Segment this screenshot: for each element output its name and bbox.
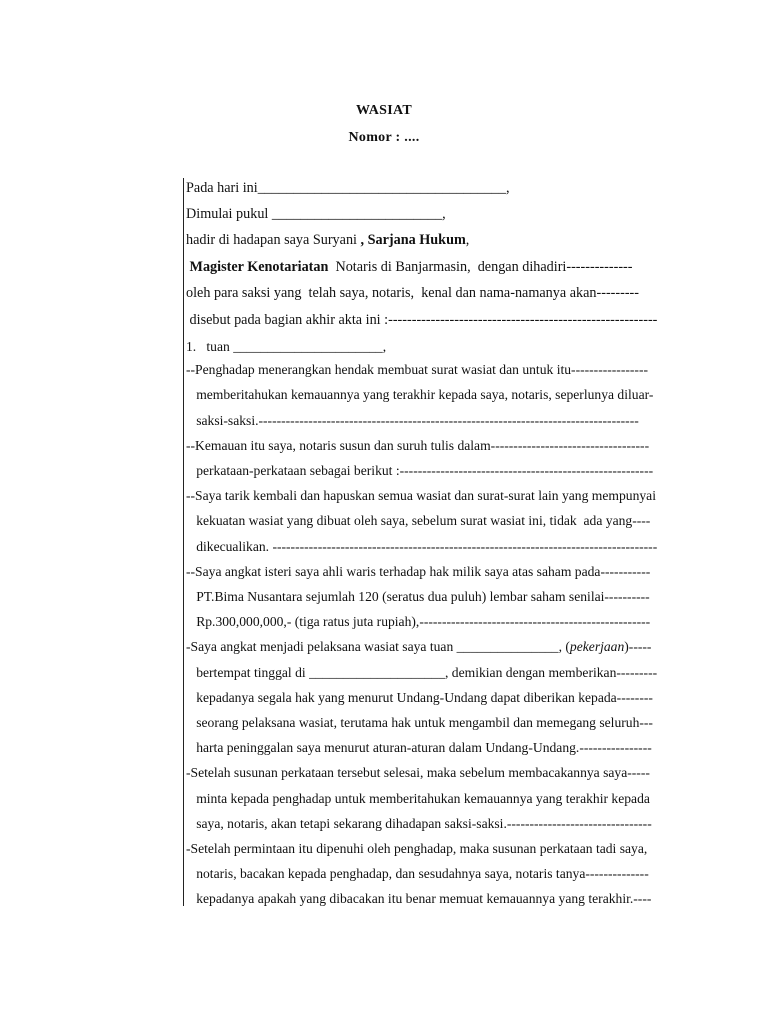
line-mentioned: disebut pada bagian akhir akta ini :--------------------------------------------------------- [186,312,658,328]
body-line: saya, notaris, akan tetapi sekarang dihadapan saksi-saksi.-------------------------------- [186,816,652,831]
body-line-executor [186,638,651,656]
body-line: dikecualikan. ------------------------------------------------------------------------------------- [186,539,658,554]
body-line: memberitahukan kemauannya yang terakhir kepada saya, notaris, seperlunya diluar- [186,387,654,402]
body-line: -Setelah susunan perkataan tersebut selesai, maka sebelum membacakannya saya----- [186,765,650,780]
italic-text: pekerjaan [569,639,625,654]
bold-text: , Sarjana Hukum [360,232,466,248]
line-date: Pada hari ini___________________________________, [186,180,510,196]
text-span: -Saya angkat menjadi pelaksana wasiat saya tuan _______________, ( [186,639,570,654]
body-line: --Kemauan itu saya, notaris susun dan suruh tulis dalam----------------------------------- [186,438,650,453]
body-line: perkataan-perkataan sebagai berikut :-------------------------------------------------------- [186,463,654,478]
line-notary-name [186,231,469,249]
body-line: notaris, bacakan kepada penghadap, dan sesudahnya saya, notaris tanya-------------- [186,866,649,881]
body-line: kekuatan wasiat yang dibuat oleh saya, sebelum surat wasiat ini, tidak ada yang---- [186,513,651,528]
body-line: --Saya tarik kembali dan hapuskan semua wasiat dan surat-surat lain yang mempunyai [186,488,656,503]
line-time: Dimulai pukul ________________________, [186,206,446,222]
body-line: kepadanya apakah yang dibacakan itu benar memuat kemauannya yang terakhir.---- [186,891,652,906]
line-notary-title [186,258,633,276]
line-witnesses: oleh para saksi yang telah saya, notaris, kenal dan nama-namanya akan--------- [186,285,640,301]
body-line: --Penghadap menerangkan hendak membuat surat wasiat dan untuk itu----------------- [186,362,648,377]
document-number: Nomor : .... [348,130,420,145]
text-span: hadir di hadapan saya Suryani [186,232,361,248]
text-span: Notaris di Banjarmasin, dengan dihadiri-------------- [328,259,633,275]
bold-text: Magister Kenotariatan [186,259,329,275]
document-title: WASIAT [355,103,412,118]
text-span: , [465,232,470,248]
body-line: harta peninggalan saya menurut aturan-aturan dalam Undang-Undang.---------------- [186,740,652,755]
body-line: Rp.300,000,000,- (tiga ratus juta rupiah),--------------------------------------------------- [186,614,651,629]
body-line: saksi-saksi.------------------------------------------------------------------------------------ [186,413,639,428]
body-line: seorang pelaksana wasiat, terutama hak untuk mengambil dan memegang seluruh--- [186,715,653,730]
body-line: PT.Bima Nusantara sejumlah 120 (seratus dua puluh) lembar saham senilai---------- [186,589,650,604]
body-line: kepadanya segala hak yang menurut Undang-Undang dapat diberikan kepada-------- [186,690,653,705]
body-line: bertempat tinggal di ____________________, demikian dengan memberikan--------- [186,665,658,680]
left-margin-rule [183,178,184,906]
line-party-1: 1. tuan ______________________, [186,339,387,354]
body-line: --Saya angkat isteri saya ahli waris terhadap hak milik saya atas saham pada----------- [186,564,651,579]
body-line: minta kepada penghadap untuk memberitahukan kemauannya yang terakhir kepada [186,791,650,806]
body-line: -Setelah permintaan itu dipenuhi oleh penghadap, maka susunan perkataan tadi saya, [186,841,648,856]
text-span: )----- [624,639,652,654]
